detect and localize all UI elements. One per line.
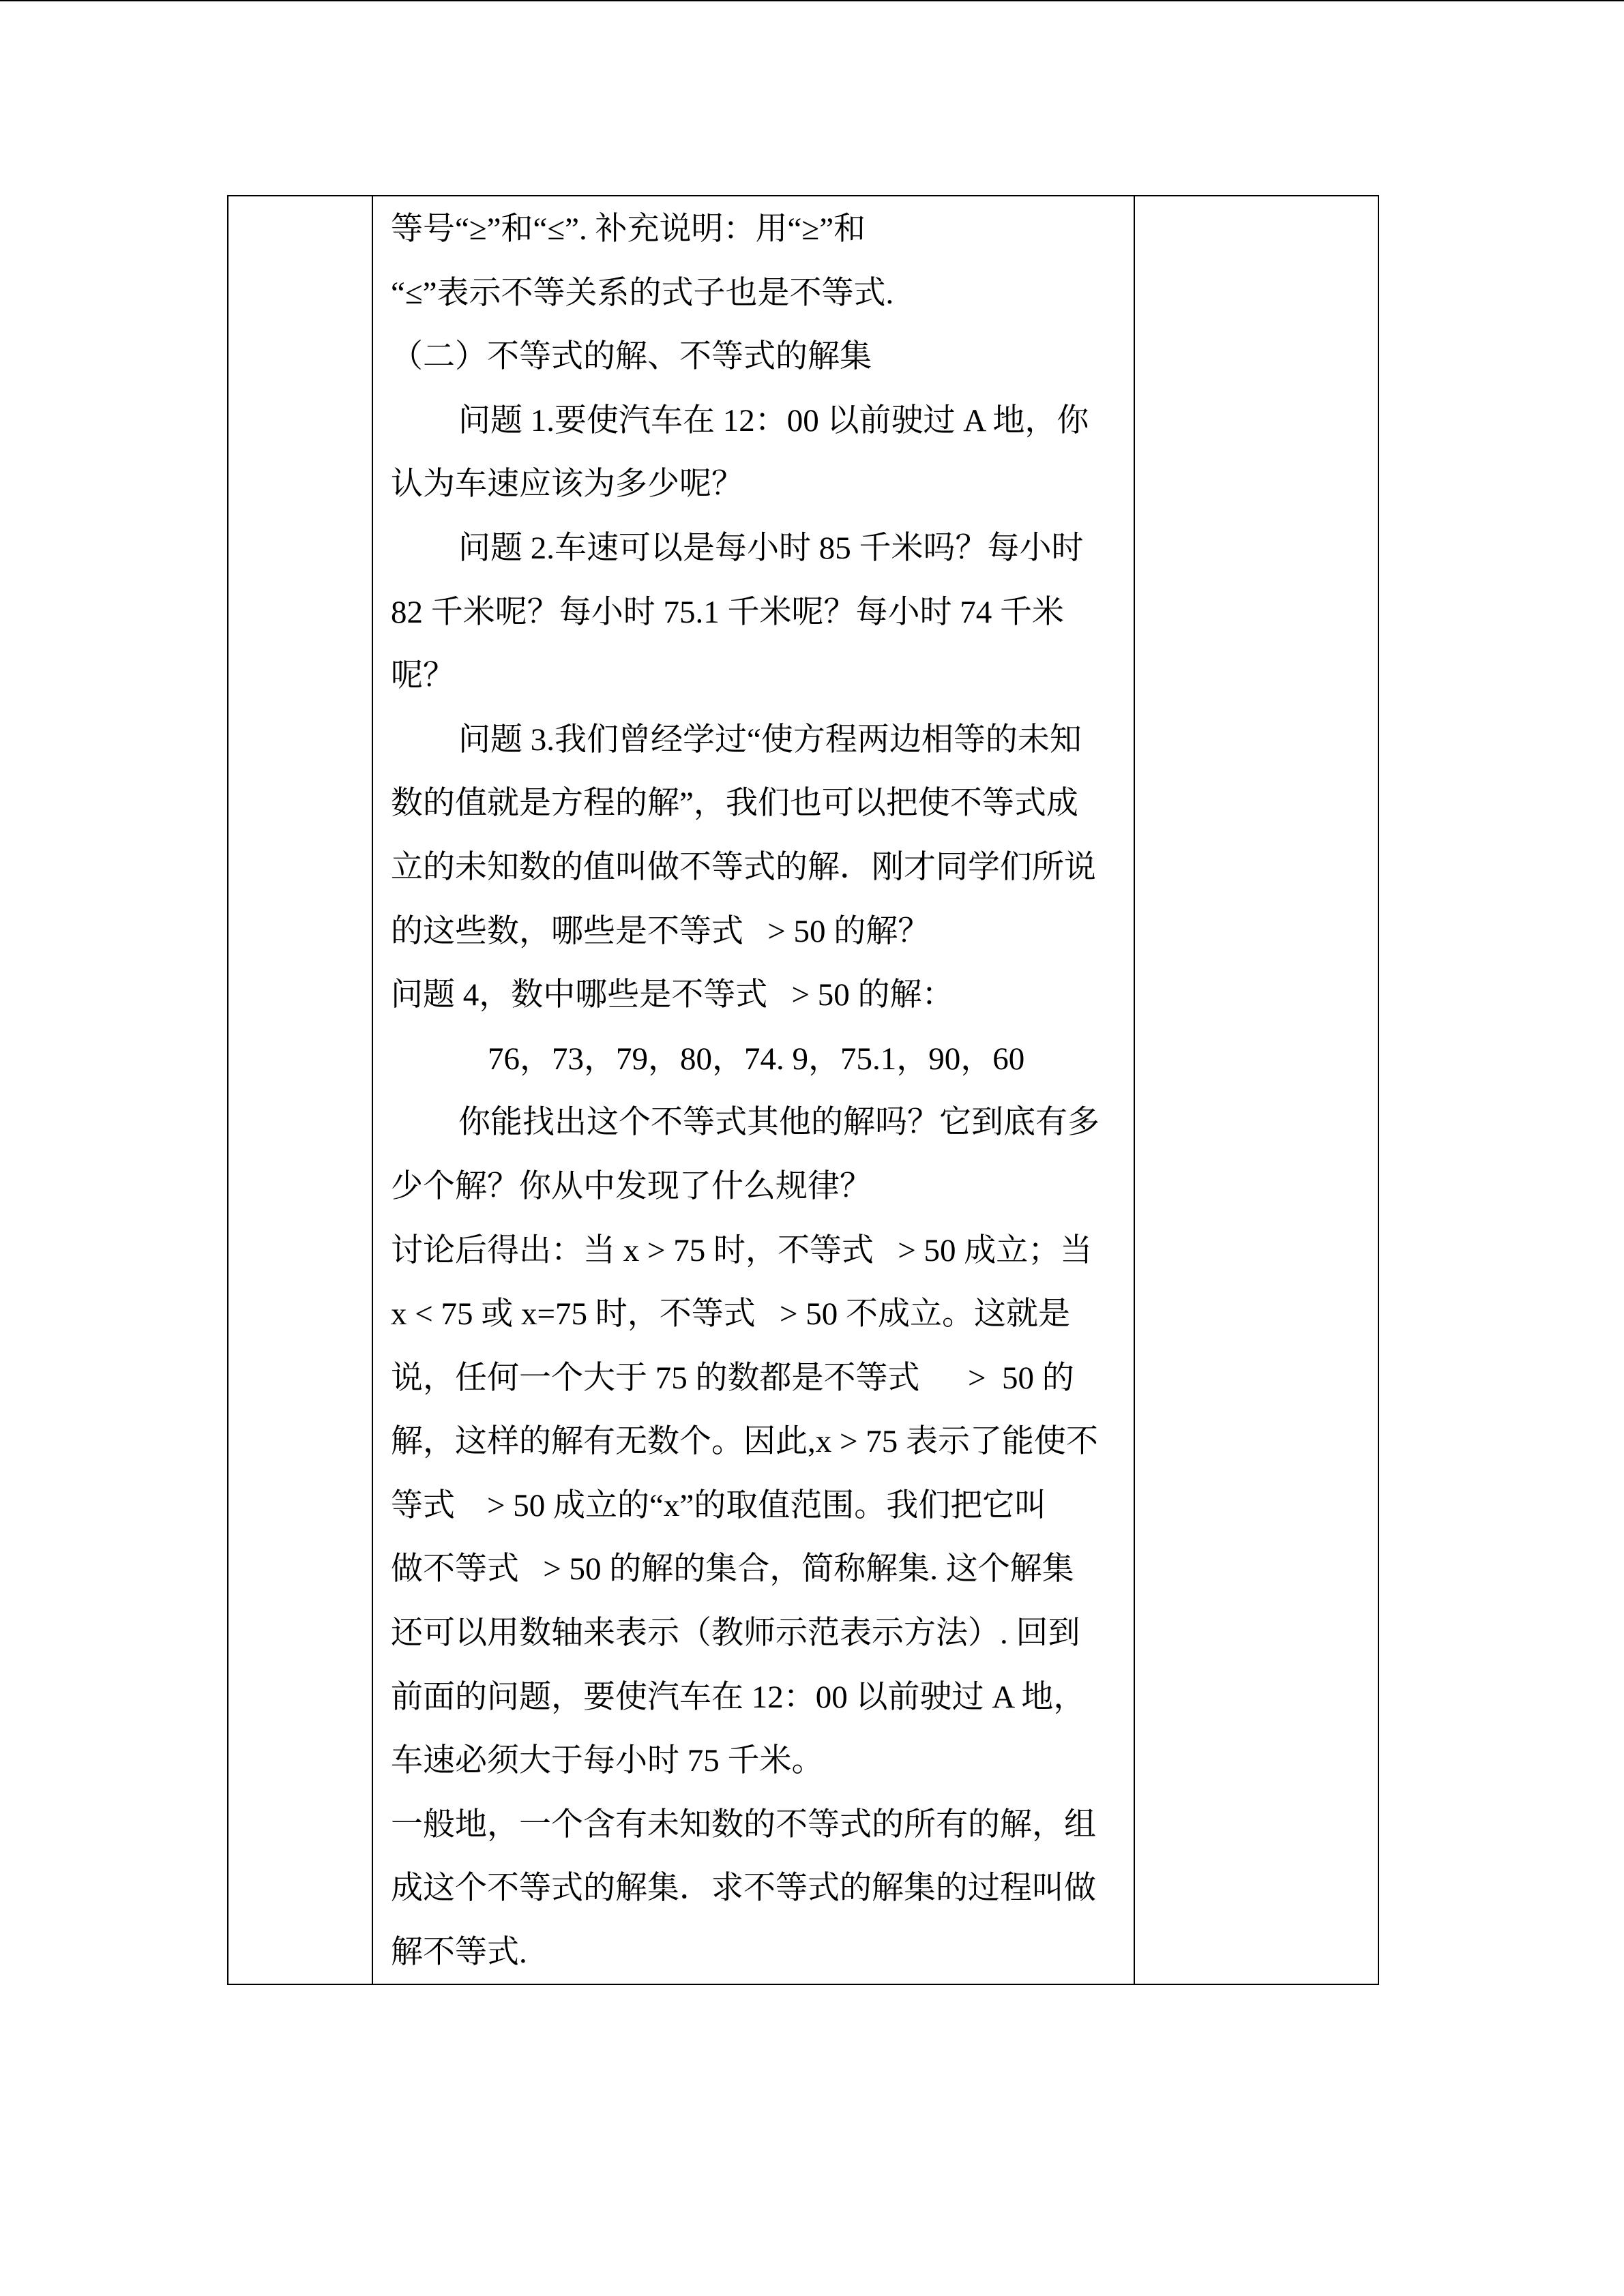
text-line: 还可以用数轴来表示（教师示范表示方法）. 回到: [391, 1615, 1080, 1652]
text-line: 你能找出这个不等式其他的解吗？它到底有多: [458, 1105, 1099, 1141]
text-line: 一般地，一个含有未知数的不等式的所有的解，组: [391, 1806, 1096, 1843]
text-line: 车速必须大于每小时 75 千米。: [391, 1743, 824, 1779]
text-line: 做不等式 > 50 的解的集合，简称解集. 这个解集: [391, 1551, 1074, 1587]
text-line: 说，任何一个大于 75 的数都是不等式 > 50 的: [391, 1360, 1074, 1396]
text-line: 82 千米呢？每小时 75.1 千米呢？每小时 74 千米: [391, 594, 1064, 630]
text-line: 立的未知数的值叫做不等式的解．刚才同学们所说: [391, 849, 1096, 885]
text-line: x < 75 或 x=75 时，不等式 > 50 不成立。这就是: [391, 1296, 1071, 1332]
text-line: “≤”表示不等关系的式子也是不等式.: [391, 275, 894, 311]
page-top-rule: [0, 0, 1624, 1]
text-line: 成这个不等式的解集．求不等式的解集的过程叫做: [391, 1870, 1096, 1907]
text-line: 解不等式.: [391, 1935, 527, 1971]
text-line: 的这些数，哪些是不等式 > 50 的解？: [391, 913, 930, 949]
text-line: 等号“≥”和“≤”. 补充说明：用“≥”和: [391, 211, 866, 247]
table-cell-right: [1135, 196, 1378, 1984]
question-2: 问题 2.车速可以是每小时 85 千米吗？每小时: [458, 530, 1084, 566]
question-3: 问题 3.我们曾经学过“使方程两边相等的未知: [458, 721, 1082, 758]
text-line: 数的值就是方程的解”，我们也可以把使不等式成: [391, 786, 1078, 822]
lesson-text: [391, 198, 1133, 1985]
text-line: 讨论后得出：当 x > 75 时，不等式 > 50 成立；当: [391, 1232, 1093, 1268]
text-line: 前面的问题，要使汽车在 12：00 以前驶过 A 地，: [391, 1679, 1086, 1715]
question-4: 问题 4，数中哪些是不等式 > 50 的解：: [391, 977, 954, 1013]
section-heading: （二）不等式的解、不等式的解集: [391, 339, 872, 375]
text-line: 解，这样的解有无数个。因此,x > 75 表示了能使不: [391, 1424, 1099, 1460]
text-line: 呢？: [391, 658, 455, 694]
text-line: 少个解？你从中发现了什么规律？: [391, 1168, 872, 1204]
text-line: 等式 > 50 成立的“x”的取值范围。我们把它叫: [391, 1487, 1047, 1523]
text-line: 认为车速应该为多少呢？: [391, 466, 743, 503]
table-cell-left: [228, 196, 373, 1984]
question-1: 问题 1.要使汽车在 12：00 以前驶过 A 地，你: [458, 402, 1089, 438]
number-list: 76，73，79，80，74. 9，75.1，90，60: [488, 1041, 1025, 1077]
